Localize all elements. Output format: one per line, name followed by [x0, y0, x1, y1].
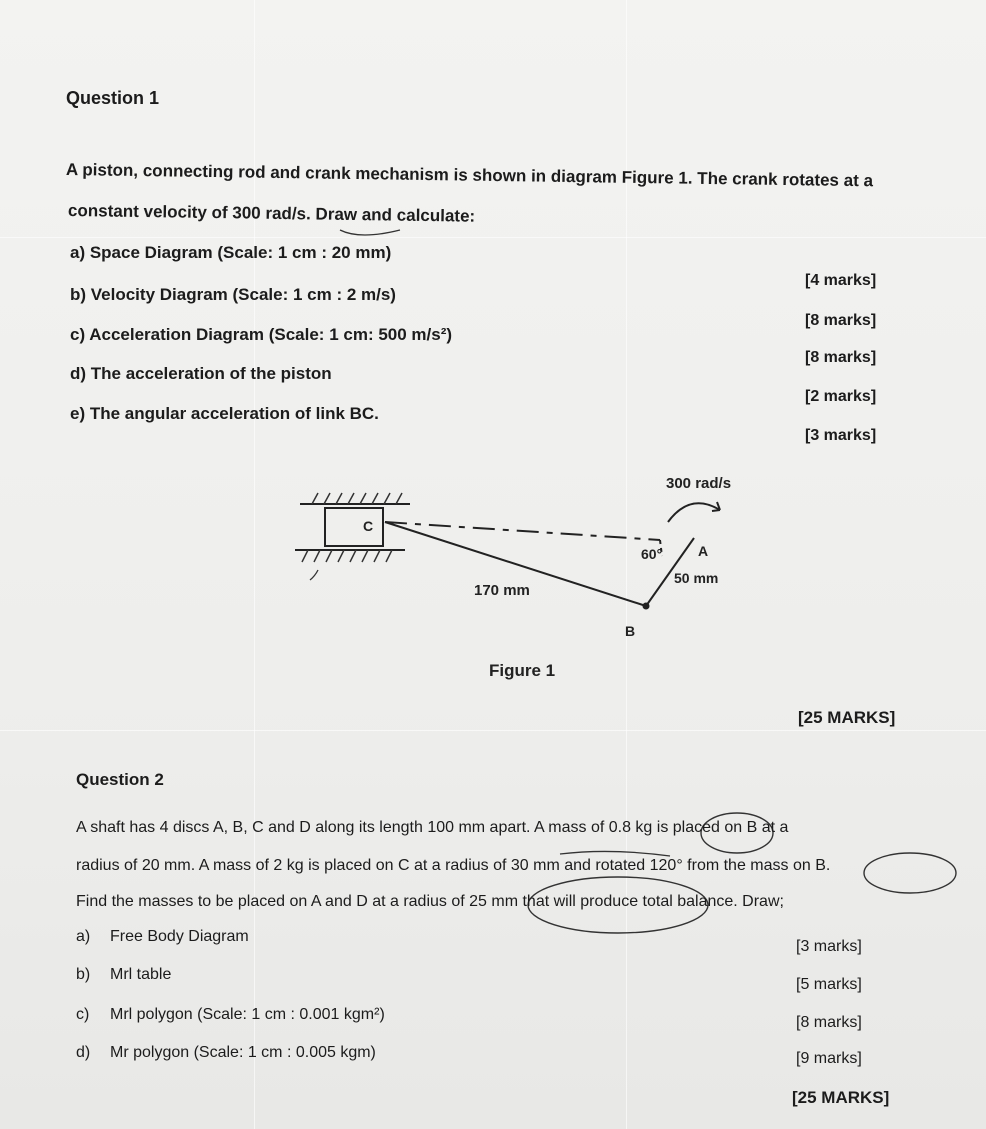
pen-circle: [864, 853, 956, 893]
q2-heading: Question 2: [76, 770, 164, 789]
figure-caption: Figure 1: [489, 661, 556, 680]
q2-item-b-label: b): [76, 966, 91, 983]
q1-marks-c: [8 marks]: [805, 349, 877, 366]
q2-item-a: Free Body Diagram: [110, 928, 249, 945]
q2-item-c: Mrl polygon (Scale: 1 cm : 0.001 kgm²): [110, 1006, 385, 1023]
q1-item-c: c) Acceleration Diagram (Scale: 1 cm: 500 m/s²): [70, 325, 453, 344]
q2-marks-b: [5 marks]: [796, 976, 862, 993]
q1-marks-d: [2 marks]: [805, 388, 877, 405]
q2-marks-a: [3 marks]: [796, 938, 862, 955]
q1-intro-line2: constant velocity of 300 rad/s. Draw and calculate:: [67, 201, 476, 226]
upper-hatch: [312, 493, 402, 504]
q2-marks-c: [8 marks]: [796, 1014, 862, 1031]
label-b: B: [625, 623, 636, 639]
q1-total-marks: [25 MARKS]: [798, 708, 896, 727]
q1-item-a: a) Space Diagram (Scale: 1 cm : 20 mm): [70, 243, 392, 262]
q1-marks-a: [4 marks]: [805, 272, 877, 289]
label-c: C: [363, 518, 374, 534]
q2-marks-d: [9 marks]: [796, 1050, 862, 1067]
q2-item-c-label: c): [76, 1006, 90, 1023]
q1-heading: Question 1: [66, 88, 160, 108]
joint-b: [643, 603, 650, 610]
piston-block: [325, 508, 383, 546]
q1-marks-b: [8 marks]: [805, 312, 877, 329]
label-angle: 60°: [641, 546, 663, 562]
q2-item-a-label: a): [76, 928, 91, 945]
lower-hatch: [302, 550, 392, 562]
q2-item-d-label: d): [76, 1044, 91, 1061]
q2-item-b: Mrl table: [110, 966, 172, 983]
q1-intro-line1: A piston, connecting rod and crank mechanism is shown in diagram Figure 1. The crank rotates at a: [65, 160, 874, 191]
q1-marks-e: [3 marks]: [805, 427, 877, 444]
label-crank-length: 50 mm: [674, 570, 719, 586]
q2-intro-line2: radius of 20 mm. A mass of 2 kg is placed on C at a radius of 30 mm and rotated 120° from the mass on B.: [76, 857, 831, 874]
q2-total-marks: [25 MARKS]: [792, 1088, 890, 1107]
q1-item-b: b) Velocity Diagram (Scale: 1 cm : 2 m/s): [70, 285, 396, 304]
pen-underline: [560, 851, 670, 856]
q2-intro-line1: A shaft has 4 discs A, B, C and D along its length 100 mm apart. A mass of 0.8 kg is placed on B at a: [76, 819, 789, 836]
line-of-stroke: [385, 522, 660, 540]
label-a: A: [698, 543, 709, 559]
rotation-arrow: [668, 503, 720, 522]
q2-intro-line3: Find the masses to be placed on A and D at a radius of 25 mm that will produce total balance. Draw;: [76, 893, 784, 910]
pen-underline: [340, 230, 400, 235]
q1-item-e: e) The angular acceleration of link BC.: [70, 404, 379, 423]
q1-item-d: d) The acceleration of the piston: [70, 364, 332, 383]
label-rod-length: 170 mm: [474, 582, 530, 599]
q2-item-d: Mr polygon (Scale: 1 cm : 0.005 kgm): [110, 1044, 376, 1061]
label-speed: 300 rad/s: [666, 475, 732, 492]
